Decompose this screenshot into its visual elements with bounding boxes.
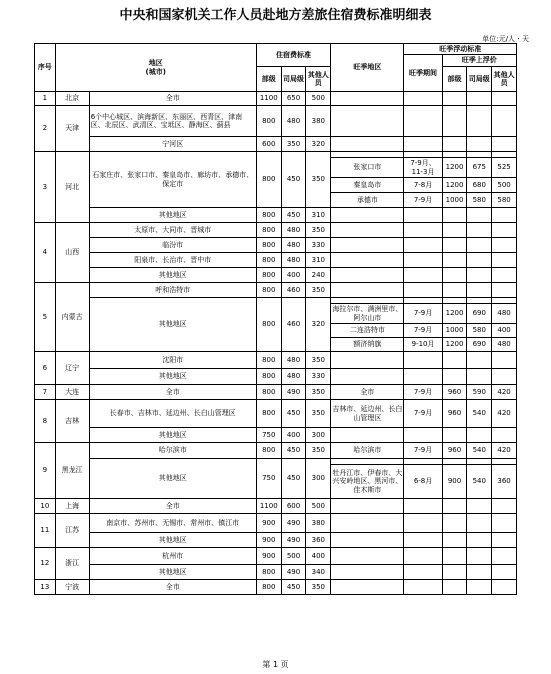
table-row: 1 北京 全市 1100 650 500 [35,92,517,106]
unit-label: 单位:元/人・天 [482,35,529,43]
lodging-standards-table [34,43,517,595]
header-peak-bureau: 司局级 [467,67,492,92]
header-peak-float: 旺季浮动标准 [404,44,517,55]
table-row: 其他地区 800 460 320 [35,298,517,304]
table-row: 其他地区 800 490 340 [35,565,517,580]
page-title: 中央和国家机关工作人员赴地方差旅住宿费标准明细表 [119,8,432,23]
table-row: 12 浙江 杭州市 900 500 400 [35,548,517,565]
header-peak-dept: 部级 [442,67,467,92]
table-row: 3 河北 石家庄市、张家口市、秦皇岛市、廊坊市、承德市、保定市 800 450 350 [35,152,517,158]
table-row: 宁河区 600 350 320 [35,137,517,152]
table-row: 承德市 7-9月 1000 580 580 [35,193,517,208]
table-row: 额济纳旗 9-10月 1200 690 480 [35,338,517,352]
table-row: 7 大连 全市 800 490 350 全市 7-9月 960 590 420 [35,385,517,400]
table-row: 6 辽宁 沈阳市 800 480 350 [35,352,517,369]
header-peak-other: 其他人员 [492,67,517,92]
header-peak-region: 旺季地区 [331,44,404,92]
table-row: 5 内蒙古 呼和浩特市 800 460 350 [35,283,517,298]
table-row: 其他地区 900 490 360 [35,533,517,548]
header-seq: 序号 [35,44,56,92]
header-peak-period: 旺季期间 [404,55,442,92]
table-row: 牡丹江市、伊春市、大兴安岭地区、黑河市、佳木斯市 6-8月 900 540 360 [35,465,517,499]
table-row: 阳泉市、长治市、晋中市 800 480 310 [35,253,517,268]
table-row: 10 上海 全市 1100 600 500 [35,499,517,514]
table-row: 9 黑龙江 哈尔滨市 800 450 350 哈尔滨市 7-9月 960 540 420 [35,443,517,459]
table-row: 二连浩特市 7-9月 1000 580 400 [35,324,517,338]
table-row: 海拉尔市、满洲里市、阿尔山市 7-9月 1200 690 480 [35,304,517,324]
table-row: 13 宁波 全市 800 450 350 [35,580,517,595]
table-row: 11 江苏 南京市、苏州市、无锡市、常州市、镇江市 900 490 380 [35,514,517,533]
table-row: 4 山西 太原市、大同市、晋城市 800 480 350 [35,223,517,238]
table-row: 张家口市 7-9月、11-3月 1200 675 525 [35,158,517,178]
table-row: 秦皇岛市 7-8月 1200 680 500 [35,178,517,193]
header-dept: 部级 [256,67,281,92]
header-region: 地区 (城市) [55,44,256,92]
page-number: 第 1 页 [262,660,289,669]
table-row: 8 吉林 长春市、吉林市、延边州、长白山管理区 800 450 350 吉林市、延边州、长白山管理区 7-9月 960 540 420 [35,400,517,428]
table-row: 临汾市 800 480 330 [35,238,517,253]
table-row: 其他地区 800 450 310 [35,208,517,223]
header-bureau: 司局级 [281,67,306,92]
header-other: 其他人员 [306,67,331,92]
header-lodging: 住宿费标准 [256,44,330,67]
table-row: 其他地区 750 450 300 [35,459,517,465]
table-row: 2 天津 6个中心城区、滨海新区、东丽区、西青区、津南区、北辰区、武清区、宝坻区、静海区、蓟县 800 480 380 [35,106,517,137]
header-peak-cap: 旺季上浮价 [442,55,516,67]
table-row: 其他地区 750 400 300 [35,428,517,443]
table-row: 其他地区 800 400 240 [35,268,517,283]
table-row: 其他地区 800 480 330 [35,369,517,385]
